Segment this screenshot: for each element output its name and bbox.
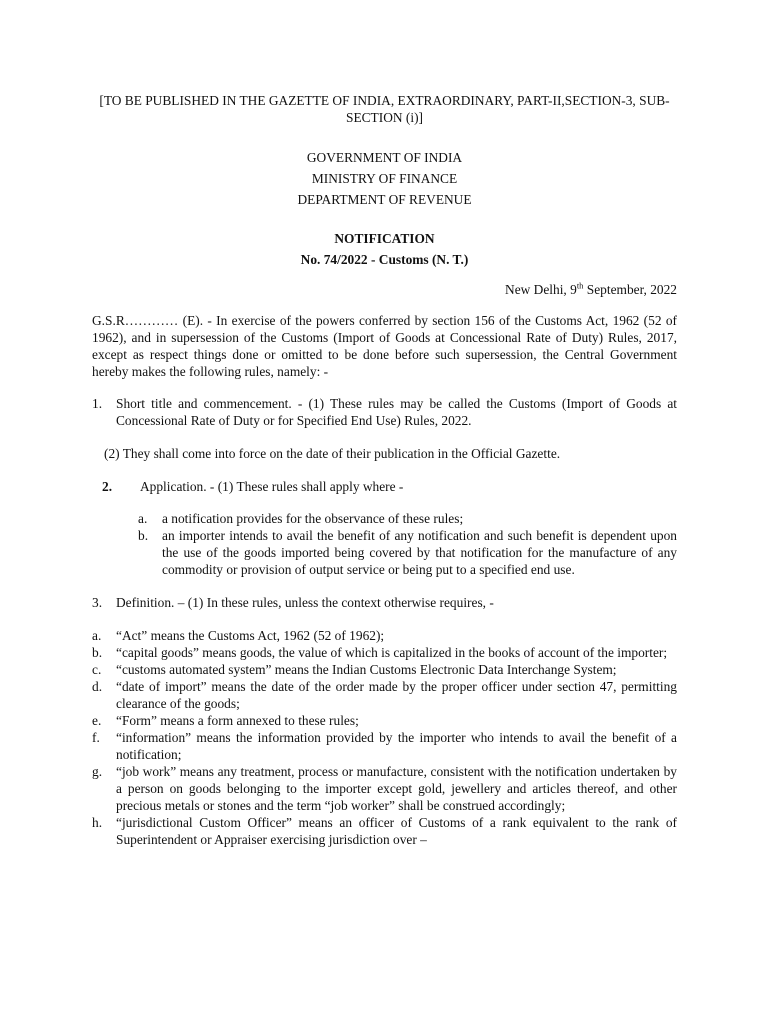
definition-marker: b.: [92, 645, 103, 660]
rule-3: [92, 594, 677, 611]
document-page: [92, 92, 677, 848]
gazette-heading: [TO BE PUBLISHED IN THE GAZETTE OF INDIA, EXTRAORDINARY, PART-II,SECTION-3, SUB-SECTION (i)]: [99, 93, 670, 125]
definition-item: [92, 627, 677, 644]
definition-item: [92, 763, 677, 814]
notification-block: [92, 228, 677, 270]
rule-1-number: 1.: [92, 396, 103, 411]
definitions-list: [92, 627, 677, 848]
list-item: [138, 510, 677, 527]
definition-marker: f.: [92, 730, 100, 745]
definition-marker: c.: [92, 662, 102, 677]
rule-2-text: Application. - (1) These rules shall apply where -: [140, 479, 404, 494]
definition-text: “Act” means the Customs Act, 1962 (52 of 1962);: [116, 628, 385, 643]
definition-item: [92, 814, 677, 848]
definition-marker: d.: [92, 679, 103, 694]
date-superscript: th: [576, 280, 584, 291]
government-line: GOVERNMENT OF INDIA: [306, 150, 463, 165]
definition-marker: h.: [92, 815, 103, 830]
definition-text: “customs automated system” means the Indian Customs Electronic Data Interchange System;: [116, 662, 617, 677]
definition-item: [92, 678, 677, 712]
definition-text: “Form” means a form annexed to these rules;: [116, 713, 359, 728]
list-item-text: an importer intends to avail the benefit of any notification and such benefit is dependent upon the use of the goods imported being covered by that notification for the manufacture of any commodity or provision of output service or being put to a specified end use.: [162, 528, 677, 577]
definition-text: “job work” means any treatment, process or manufacture, consistent with the notification undertaken by a person on goods belonging to the importer except gold, jewellery and articles thereof, and other precious metals or stones and the term “job worker” shall be construed accordingly;: [116, 764, 677, 813]
rule-2-list: [92, 510, 677, 578]
date-suffix: September, 2022: [583, 282, 677, 297]
definition-text: “capital goods” means goods, the value of which is capitalized in the books of account of the importer;: [116, 645, 668, 660]
definition-item: [92, 712, 677, 729]
rule-1-text: Short title and commencement. - (1) These rules may be called the Customs (Import of Goods at Concessional Rate of Duty or for Specified End Use) Rules, 2022.: [116, 396, 677, 428]
definition-item: [92, 729, 677, 763]
notification-number: No. 74/2022 - Customs (N. T.): [300, 252, 469, 267]
notification-title: NOTIFICATION: [334, 231, 435, 246]
rule-1: [92, 395, 677, 429]
definition-marker: a.: [92, 628, 102, 643]
list-item-marker: b.: [138, 528, 149, 543]
list-item: [138, 527, 677, 578]
definition-item: [92, 644, 677, 661]
definition-marker: e.: [92, 713, 102, 728]
definition-item: [92, 661, 677, 678]
rule-1-subclause-2: (2) They shall come into force on the date of their publication in the Official Gazette.: [104, 446, 561, 461]
date-prefix: New Delhi, 9: [505, 282, 577, 297]
list-item-text: a notification provides for the observance of these rules;: [162, 511, 464, 526]
date-line: [92, 281, 677, 298]
authority-block: [92, 147, 677, 210]
preamble-paragraph: G.S.R………… (E). - In exercise of the powers conferred by section 156 of the Customs Act, 1962 (52 of 1962), and in supersession of the Customs (Import of Goods at Concessional Rate of Duty) Rules, 2017, except as respect things done or omitted to be done before such supersession, the Central Government hereby makes the following rules, namely: -: [92, 313, 677, 379]
definition-text: “information” means the information provided by the importer who intends to avail the benefit of a notification;: [116, 730, 677, 762]
definition-text: “date of import” means the date of the order made by the proper officer under section 47, permitting clearance of the goods;: [116, 679, 677, 711]
rule-2-number: 2.: [102, 479, 113, 494]
definition-text: “jurisdictional Custom Officer” means an officer of Customs of a rank equivalent to the rank of Superintendent or Appraiser exercising jurisdiction over –: [116, 815, 677, 847]
rule-2: [92, 478, 677, 495]
rule-3-text: Definition. – (1) In these rules, unless the context otherwise requires, -: [116, 595, 494, 610]
department-line: DEPARTMENT OF REVENUE: [297, 192, 472, 207]
rule-3-number: 3.: [92, 595, 103, 610]
definition-marker: g.: [92, 764, 103, 779]
ministry-line: MINISTRY OF FINANCE: [311, 171, 458, 186]
list-item-marker: a.: [138, 511, 148, 526]
